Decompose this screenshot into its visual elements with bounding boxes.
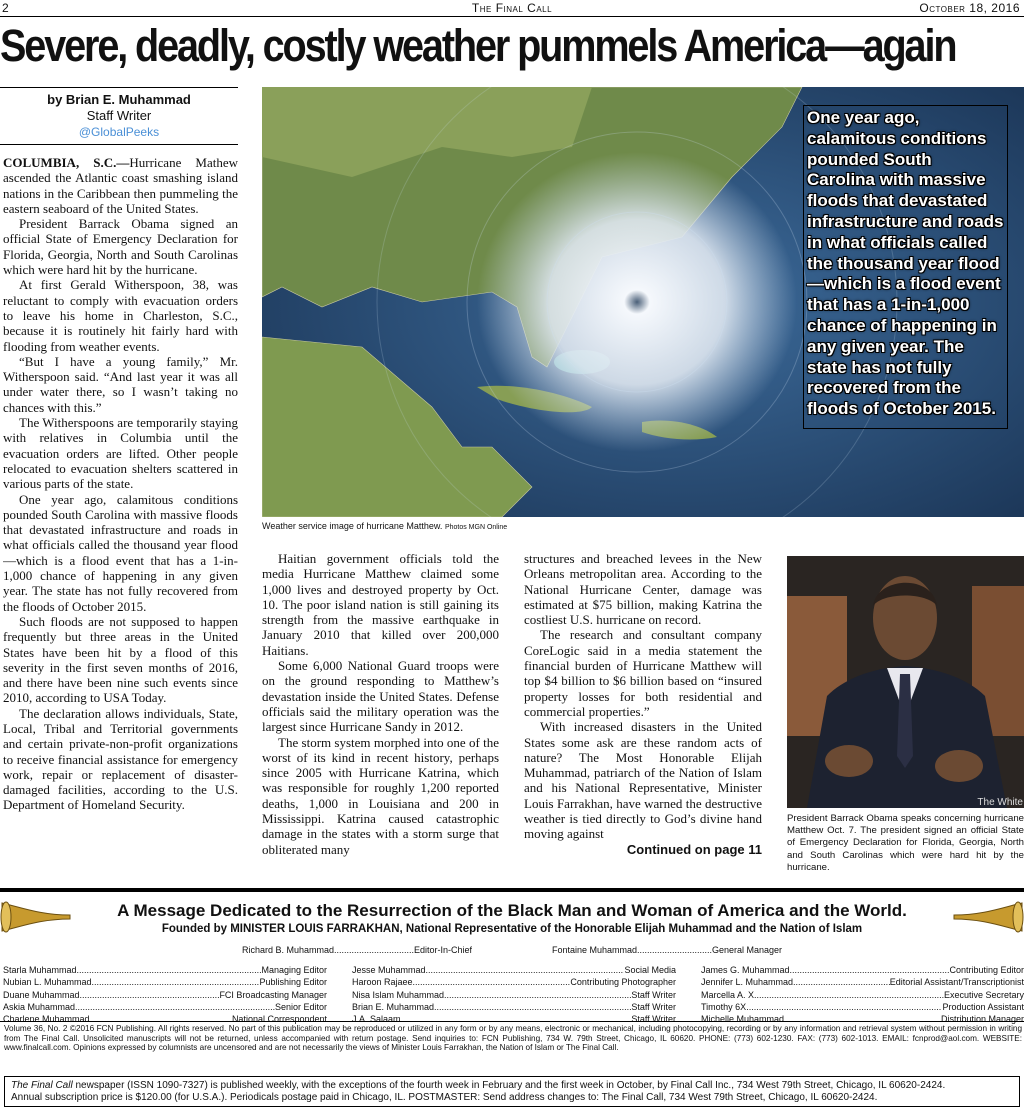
staff-entry: Nisa Islam Muhammad ..... Staff Writer [352,989,676,1001]
article-paragraph: The research and consultant company CoreLogic said in a media statement the financial burden of Hurricane Matthew will top $4 billion to $6 billion based on “insured property losses for both residential and commercial properties.” [524,627,762,719]
staff-entry: Haroon Rajaee ..... Contributing Photographer [352,976,676,988]
article-column-1 [3,155,238,878]
staff-entry: Jennifer L. Muhammad ..... Editorial Assistant/Transcriptionist [701,976,1024,988]
publication-name: The Final Call [471,1,553,15]
article-paragraph: Such floods are not supposed to happen frequently but three areas in the United States have been hit by a flood of this severity in the first seven months of 2016, and there have been nine such events since 2010, according to USA Today. [3,613,238,706]
byline [0,87,238,145]
folio-bar [0,0,1024,17]
article-paragraph: Some 6,000 National Guard troops were on the ground responding to Matthew’s devastation inside the United States. Defense officials said the military operation was the largest since Hurricane Sandy in 2012. [262,658,499,735]
byline-role: Staff Writer [86,108,152,123]
article-paragraph: The declaration allows individuals, State, Local, Tribal and Territorial governments and certain private-non-profit organizations to receive financial assistance for emergency work, repair or replacement of disaster-damaged facilities, according to the U.S. Department of Homeland Security. [3,705,238,813]
divider [0,1021,1024,1022]
staff-column-2 [352,964,676,1025]
article-paragraph: One year ago, calamitous conditions pounded South Carolina with massive floods that devastated infrastructure and roads in what officials called the thousand year flood—which is a flood event that has a 1-in-1,000 chance of happening in any given year. The state has not fully recovered from the floods of October 2015. [3,491,238,614]
issue-date: October 18, 2016 [919,1,1020,15]
staff-entry: Duane Muhammad ..... FCI Broadcasting Manager [3,989,327,1001]
publication-info-line-1: The Final Call newspaper (ISSN 1090-7327) is published weekly, with the exceptions of the fourth week in February and the first week in October, by Final Call Inc., 734 West 79th Street, Chicago, IL 60620-2424. [11,1080,946,1091]
staff-entry: Brian E. Muhammad ..... Staff Writer [352,1001,676,1013]
staff-entry: Michelle Muhammad ..... Distribution Manager [701,1013,1024,1025]
staff-entry: Marcella A. X ..... Executive Secretary [701,989,1024,1001]
article-paragraph: With increased disasters in the United States some ask are these random acts of nature? The Most Honorable Elijah Muhammad, patriarch of the Nation of Islam and his National Representative, Minister Louis Farrakhan, have warned the destructive weather is tied directly to God’s divine hand moving against [524,719,762,842]
staff-entry: Askia Muhammad ..... Senior Editor [3,1001,327,1013]
article-paragraph: Haitian government officials told the media Hurricane Matthew claimed some 1,000 lives and destroyed property by Oct. 10. The poor island nation is still gaining its strength from the massive earthquake in January 2010 that killed over 200,000 Haitians. [262,551,499,658]
left-hand [825,745,873,777]
page-number: 2 [2,1,9,15]
mission-statement: A Message Dedicated to the Resurrection of the Black Man and Woman of America and the World. [117,901,907,920]
founder-line: Founded by MINISTER LOUIS FARRAKHAN, National Representative of the Honorable Elijah Muhammad and the Nation of Islam [161,923,863,935]
staff-entry: Timothy 6X ..... Production Assistant [701,1001,1024,1013]
image-caption [262,521,507,531]
publication-info [4,1076,1020,1107]
dateline: COLUMBIA, S.C.— [3,155,130,170]
editor-list [0,944,1024,956]
byline-author: by Brian E. Muhammad [47,92,191,107]
publication-info-title: The Final Call [11,1080,73,1091]
staff-entry: James G. Muhammad ..... Contributing Editor [701,964,1024,976]
continued-link[interactable]: Continued on page 11 [626,841,762,857]
pull-quote: One year ago, calamitous conditions pounded South Carolina with massive floods that devastated infrastructure and roads in what officials called the thousand year flood—which is a flood event that has a 1-in-1,000 chance of happening in any given year. The state has not fully recovered from the floods of October 2015. [803,105,1008,429]
masthead [0,888,1024,1023]
article-column-3 [524,551,762,878]
staff-entry: Fontaine Muhammad ..... General Manager [552,944,782,956]
staff-column-3 [701,964,1024,1025]
staff-entry: Charlene Muhammad ..... National Correspondent [3,1013,327,1025]
image-caption-text: Weather service image of hurricane Matthew. [262,521,443,531]
hurricane-storm [477,152,797,452]
byline-handle[interactable]: @GlobalPeeks [78,125,160,139]
photo-credit: Photos MGN Online [444,524,508,531]
article-paragraph: COLUMBIA, S.C.—Hurricane Mathew ascended the Atlantic coast smashing island nations in the Caribbean then pummeling the eastern seaboard of the United States. [3,155,238,216]
article-paragraph: “But I have a young family,” Mr. Witherspoon said. “And last year it was all under water there, so I wasn’t taking no chances with this.” [3,353,238,415]
article-paragraph: The storm system morphed into one of the worst of its kind in recent history, perhaps since 2005 with Hurricane Katrina, which was responsible for roughly 1,200 reported deaths, 1,000 in Louisiana and 200 in Mississippi. Katrina caused catastrophic damage in the states with a storm surge that obliterated many [262,734,499,857]
article-paragraph: At first Gerald Witherspoon, 38, was reluctant to comply with evacuation orders to leave his home in Charleston, S.C., because it is routinely hit fairly hard with flooding from weather events. [3,277,238,354]
staff-entry: Richard B. Muhammad ..... Editor-In-Chief [242,944,472,956]
page-title: Severe, deadly, costly weather pummels America—again [0,20,956,71]
staff-entry: Starla Muhammad ..... Managing Editor [3,964,327,976]
article-paragraph: President Barrack Obama signed an official State of Emergency Declaration for Florida, Georgia, North and South Carolinas which were hard hit by the hurricane. [3,216,238,278]
staff-entry: Nubian L. Muhammad ..... Publishing Editor [3,976,327,988]
article-paragraph: The Witherspoons are temporarily staying with relatives in Columbia until the evacuation orders are lifted. Other people relocated to evacuation shelters scattered in various parts of the state. [3,415,238,492]
staff-entry: Jesse Muhammad ..... Social Media [352,964,676,976]
obama-photo [787,556,1024,808]
legal-notice: Volume 36, No. 2 ©2016 FCN Publishing. All rights reserved. No part of this publication may be reproduced or utilized in any form or by any means, electronic or mechanical, including photocopying, recording or by any information and retrieval system without permission in writing from The Final Call. Unsolicited manuscripts will not be returned, unless accompanied with return postage. Send inquiries to: FCN Publishing, 734 W. 79th Street, Chicago, IL 60620. PHONE: (773) 602-1230. FAX: (773) 602-1013. EMAIL: fcnprod@aol.com. WEBSITE: www.finalcall.com. Opinions expressed by columnists are uncensored and are not necessarily the views of Minister Louis Farrakhan, the Nation of Islam or The Final Call. [4,1024,1022,1053]
photo-watermark: The White [977,797,1023,808]
obama-photo-illustration [787,556,1024,808]
article-paragraph: structures and breached levees in the New Orleans metropolitan area. According to the National Hurricane Center, damage was estimated at $75 billion, making Katrina the costliest U.S. hurricane on record. [524,551,762,628]
article-column-2 [262,551,499,878]
photo-caption: President Barrack Obama speaks concerning hurricane Matthew Oct. 7. The president signed an official State of Emergency Declaration for Florida, Georgia, North and South Carolinas which were hard hit by the hurricane. [787,813,1024,873]
right-hand [935,750,983,782]
staff-column-1 [3,964,327,1025]
publication-info-line-2: Annual subscription price is $120.00 (for U.S.A.). Periodicals postage paid in Chicago, IL. POSTMASTER: Send address changes to: The Final Call, 734 West 79th Street, Chicago, IL 60620-2424. [11,1092,878,1103]
staff-entry: J.A. Salaam ..... Staff Writer [352,1013,676,1025]
